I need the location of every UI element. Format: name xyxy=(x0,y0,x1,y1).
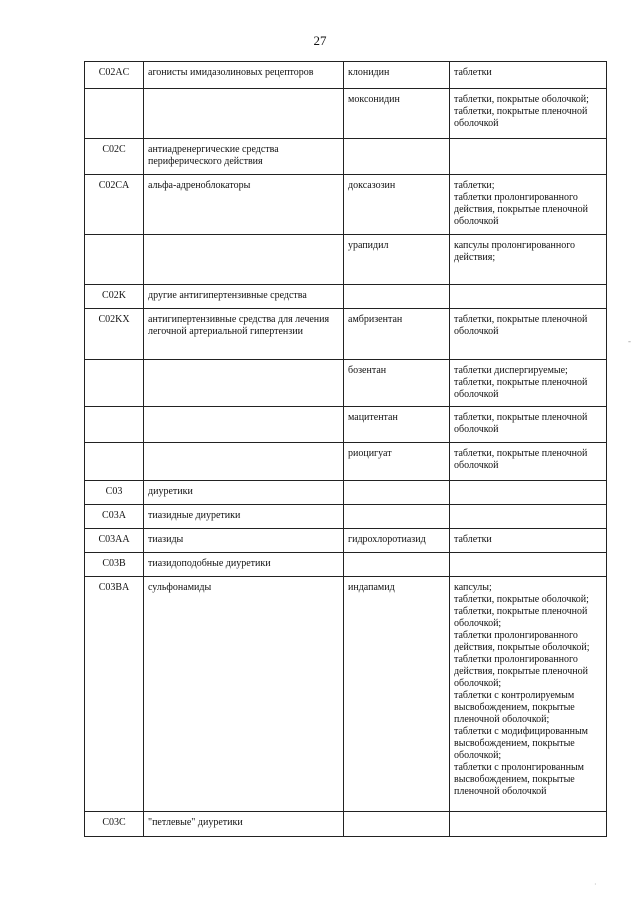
atc-code-cell xyxy=(85,235,144,285)
dosage-form-cell xyxy=(450,481,607,505)
drug-name-cell: амбризентан xyxy=(344,309,450,360)
table-row xyxy=(85,443,607,481)
dosage-form-cell: таблетки, покрытые пленочной оболочкой xyxy=(450,309,607,360)
group-name-cell: "петлевые" диуретики xyxy=(144,812,344,837)
dosage-form-cell: таблетки, покрытые пленочной оболочкой xyxy=(450,407,607,443)
atc-code-cell xyxy=(85,407,144,443)
dosage-form-cell xyxy=(450,812,607,837)
group-name-cell xyxy=(144,360,344,407)
dosage-form-cell: таблетки диспергируемые; таблетки, покрытые пленочной оболочкой xyxy=(450,360,607,407)
atc-code-cell: C02KX xyxy=(85,309,144,360)
scan-dot: · xyxy=(594,880,597,889)
group-name-cell: альфа-адреноблокаторы xyxy=(144,175,344,235)
atc-code-cell: C03C xyxy=(85,812,144,837)
atc-code-cell: C03BA xyxy=(85,577,144,812)
atc-code-cell xyxy=(85,89,144,139)
table-row xyxy=(85,139,607,175)
group-name-cell: другие антигипертензивные средства xyxy=(144,285,344,309)
atc-code-cell: C03AA xyxy=(85,529,144,553)
group-name-cell xyxy=(144,407,344,443)
page-number: 27 xyxy=(313,33,327,48)
drug-name-cell: бозентан xyxy=(344,360,450,407)
dosage-form-cell: таблетки xyxy=(450,529,607,553)
drug-name-cell xyxy=(344,285,450,309)
margin-mark: - xyxy=(628,336,631,346)
dosage-form-cell: таблетки, покрытые оболочкой; таблетки, покрытые пленочной оболочкой xyxy=(450,89,607,139)
atc-code-cell: C02CA xyxy=(85,175,144,235)
table-body xyxy=(85,62,607,837)
table-row xyxy=(85,62,607,89)
atc-code-cell: C03A xyxy=(85,505,144,529)
atc-code-cell: C02K xyxy=(85,285,144,309)
drug-name-cell: доксазозин xyxy=(344,175,450,235)
table-row xyxy=(85,505,607,529)
drug-name-cell: риоцигуат xyxy=(344,443,450,481)
atc-code-cell: C02AC xyxy=(85,62,144,89)
group-name-cell: тиазидные диуретики xyxy=(144,505,344,529)
group-name-cell xyxy=(144,443,344,481)
dosage-form-cell xyxy=(450,553,607,577)
drug-name-cell: моксонидин xyxy=(344,89,450,139)
drug-name-cell xyxy=(344,553,450,577)
dosage-form-cell: таблетки, покрытые пленочной оболочкой xyxy=(450,443,607,481)
group-name-cell: диуретики xyxy=(144,481,344,505)
table-row xyxy=(85,529,607,553)
table-row xyxy=(85,285,607,309)
group-name-cell: антиадренергические средства периферического действия xyxy=(144,139,344,175)
group-name-cell: сульфонамиды xyxy=(144,577,344,812)
drug-name-cell: гидрохлоротиазид xyxy=(344,529,450,553)
table-row xyxy=(85,175,607,235)
drug-name-cell xyxy=(344,481,450,505)
table-row xyxy=(85,812,607,837)
group-name-cell: тиазиды xyxy=(144,529,344,553)
drug-name-cell: урапидил xyxy=(344,235,450,285)
group-name-cell: агонисты имидазолиновых рецепторов xyxy=(144,62,344,89)
dosage-form-cell xyxy=(450,285,607,309)
group-name-cell: тиазидоподобные диуретики xyxy=(144,553,344,577)
atc-code-cell xyxy=(85,360,144,407)
table-row xyxy=(85,89,607,139)
drug-name-cell: клонидин xyxy=(344,62,450,89)
dosage-form-cell xyxy=(450,139,607,175)
drug-name-cell xyxy=(344,139,450,175)
drug-name-cell: индапамид xyxy=(344,577,450,812)
drug-classification-table xyxy=(84,61,607,837)
dosage-form-cell xyxy=(450,505,607,529)
table-row xyxy=(85,553,607,577)
table-row xyxy=(85,577,607,812)
dosage-form-cell: капсулы пролонгированного действия; xyxy=(450,235,607,285)
table-row xyxy=(85,407,607,443)
atc-code-cell: C03 xyxy=(85,481,144,505)
atc-code-cell: C02C xyxy=(85,139,144,175)
group-name-cell: антигипертензивные средства для лечения легочной артериальной гипертензии xyxy=(144,309,344,360)
table-row xyxy=(85,360,607,407)
dosage-form-cell: таблетки xyxy=(450,62,607,89)
dosage-form-cell: капсулы; таблетки, покрытые оболочкой; таблетки, покрытые пленочной оболочкой; таблетки пролонгированного действия, покрытые оболочкой; таблетки пролонгированного действия, покрытые пленочной оболочкой; таблетки с контролируемым высвобождением, покрытые пленочной оболочкой; таблетки с модифицированным высвобождением, покрытые оболочкой; таблетки с пролонгированным высвобождением, покрытые пленочной оболочкой xyxy=(450,577,607,812)
table-row xyxy=(85,481,607,505)
drug-name-cell xyxy=(344,812,450,837)
group-name-cell xyxy=(144,89,344,139)
table-row xyxy=(85,309,607,360)
dosage-form-cell: таблетки; таблетки пролонгированного действия, покрытые пленочной оболочкой xyxy=(450,175,607,235)
group-name-cell xyxy=(144,235,344,285)
atc-code-cell: C03B xyxy=(85,553,144,577)
drug-name-cell: мацитентан xyxy=(344,407,450,443)
table-row xyxy=(85,235,607,285)
drug-name-cell xyxy=(344,505,450,529)
atc-code-cell xyxy=(85,443,144,481)
